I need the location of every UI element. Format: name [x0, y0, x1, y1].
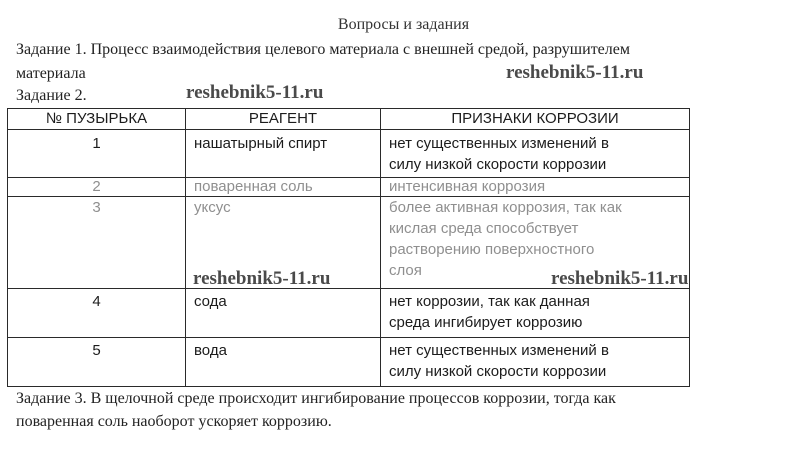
sign-line: более активная коррозия, так как	[389, 199, 622, 216]
table-row	[8, 289, 690, 338]
sign-line: кислая среда способствует	[389, 220, 579, 237]
watermark: reshebnik5-11.ru	[193, 268, 331, 289]
sign-line: силу низкой скорости коррозии	[389, 156, 607, 173]
sign-line: среда ингибирует коррозию	[389, 314, 583, 331]
header-bubble-number: № ПУЗЫРЬКА	[8, 109, 186, 130]
corrosion-sign-cell	[381, 289, 690, 338]
reagent-cell: поваренная соль	[186, 178, 381, 197]
sign-line: нет существенных изменений в	[389, 135, 609, 152]
header-corrosion-signs: ПРИЗНАКИ КОРРОЗИИ	[381, 109, 690, 130]
reagent-cell: нашатырный спирт	[186, 130, 381, 178]
reagent-cell: уксус	[186, 197, 381, 289]
task1-text-line2: материала	[16, 65, 86, 82]
bubble-number: 2	[8, 178, 186, 197]
watermark: reshebnik5-11.ru	[506, 62, 644, 83]
task3-text-line2: поваренная соль наоборот ускоряет коррозию.	[16, 413, 332, 430]
sign-line: нет коррозии, так как данная	[389, 293, 590, 310]
reagent-cell: вода	[186, 338, 381, 387]
table-row	[8, 178, 690, 197]
bubble-number: 1	[8, 130, 186, 178]
task1-text-line1: Задание 1. Процесс взаимодействия целевого материала с внешней средой, разрушителем	[16, 41, 630, 58]
task2-label: Задание 2.	[16, 87, 87, 104]
watermark: reshebnik5-11.ru	[186, 82, 324, 103]
sign-line: растворению поверхностного	[389, 241, 595, 258]
table-header-row	[8, 109, 690, 130]
header-reagent: РЕАГЕНТ	[186, 109, 381, 130]
corrosion-sign-cell	[381, 338, 690, 387]
task3-text-line1: Задание 3. В щелочной среде происходит ингибирование процессов коррозии, тогда как	[16, 390, 616, 407]
reagent-cell: сода	[186, 289, 381, 338]
table-row	[8, 338, 690, 387]
watermark: reshebnik5-11.ru	[551, 268, 689, 289]
bubble-number: 5	[8, 338, 186, 387]
sign-line: силу низкой скорости коррозии	[389, 363, 607, 380]
corrosion-sign-cell	[381, 178, 690, 197]
corrosion-table	[7, 108, 690, 387]
sign-line: нет существенных изменений в	[389, 342, 609, 359]
sign-line: интенсивная коррозия	[389, 178, 546, 195]
bubble-number: 3	[8, 197, 186, 289]
table-row	[8, 130, 690, 178]
bubble-number: 4	[8, 289, 186, 338]
corrosion-sign-cell	[381, 130, 690, 178]
section-heading: Вопросы и задания	[337, 16, 470, 33]
sign-line: слоя	[389, 262, 422, 279]
